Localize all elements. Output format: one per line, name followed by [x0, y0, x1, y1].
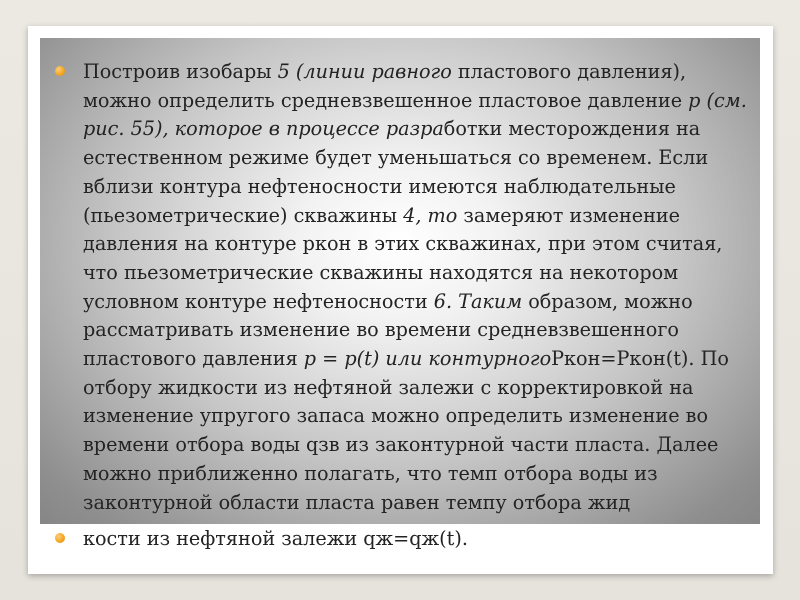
- text-run: пластового давления: [83, 347, 304, 371]
- text-run: пластового давления),: [457, 60, 687, 83]
- text-run: замеряют изменение: [463, 203, 681, 227]
- text-line: [83, 288, 747, 317]
- text-run: давления на контуре ркон в этих скважинах, при этом считая,: [83, 232, 723, 256]
- text-run: что пьезометрические скважины находятся на некотором: [83, 260, 679, 284]
- text-run: вблизи контура нефтеносности имеются наблюдательные: [83, 174, 676, 198]
- text-line: [83, 87, 747, 116]
- text-line: [83, 345, 747, 374]
- text-run: условном контуре нефтеносности: [83, 289, 434, 313]
- text-run: образом, можно: [528, 289, 693, 313]
- text-line: [83, 525, 468, 554]
- bullet-item-1: [55, 58, 747, 517]
- text-line: [83, 431, 747, 460]
- italic-run: р (см.: [688, 88, 747, 112]
- text-line: [83, 402, 747, 431]
- text-line: [83, 374, 747, 403]
- text-line: [83, 58, 747, 87]
- text-line: [83, 115, 747, 144]
- text-run: отбору жидкости из нефтяной залежи с корректировкой на: [83, 375, 694, 399]
- text-line: [83, 144, 747, 173]
- text-run: изменение упругого запаса можно определить изменение во: [83, 404, 708, 428]
- text-line: [83, 230, 747, 259]
- text-run: времени отбора воды qзв из законтурной части пласта. Далее: [83, 433, 719, 457]
- text-run: кости из нефтяной залежи qж=qж(t).: [83, 527, 468, 550]
- text-run: Построив изобары: [83, 60, 278, 83]
- bullet-dot-icon: [55, 533, 65, 543]
- text-run: ботки месторождения на: [443, 117, 701, 141]
- text-line: [83, 460, 747, 489]
- text-run: можно определить средневзвешенное пластовое давление: [83, 88, 689, 112]
- text-line: [83, 489, 747, 518]
- text-line: [83, 173, 747, 202]
- text-line: [83, 202, 747, 231]
- bullet-text-2: [83, 525, 468, 554]
- text-run: (пьезометрические) скважины: [83, 203, 404, 227]
- text-run: Ркон=Ркон(t). По: [551, 347, 729, 371]
- text-run: рассматривать изменение во времени средневзвешенного: [83, 318, 679, 342]
- italic-run: р = р(t) или контурного: [303, 347, 552, 371]
- italic-run: 4, то: [403, 203, 464, 227]
- text-line: [83, 259, 747, 288]
- text-run: можно приближенно полагать, что темп отбора воды из: [83, 461, 658, 485]
- text-run: законтурной области пласта равен темпу отбора жид: [83, 490, 631, 514]
- italic-run: рис. 55), которое в процессе разра: [83, 117, 444, 141]
- italic-run: 6. Таким: [433, 289, 529, 313]
- text-line: [83, 316, 747, 345]
- bullet-dot-icon: [55, 66, 65, 76]
- bullet-item-2: [55, 525, 468, 554]
- text-run: естественном режиме будет уменьшаться со временем. Если: [83, 146, 709, 170]
- italic-run: 5 (линии равного: [277, 60, 458, 83]
- bullet-text-1: [83, 58, 747, 517]
